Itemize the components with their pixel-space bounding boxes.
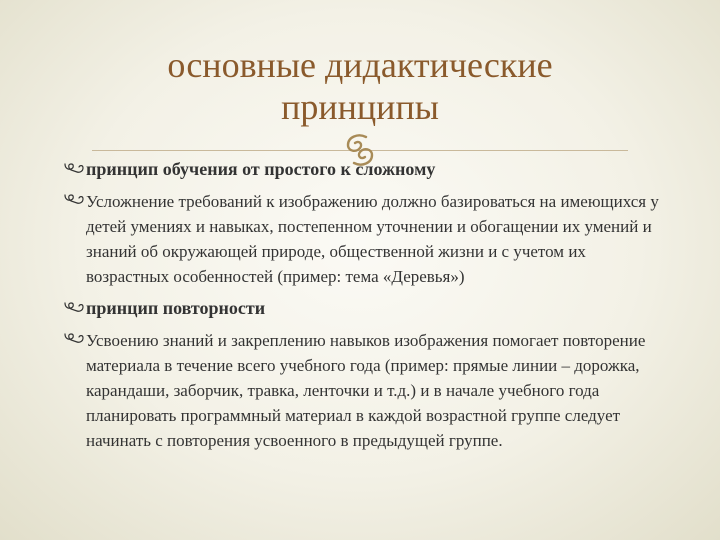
body-text: Усвоению знаний и закреплению навыков изображения помогает повторение материала в течение всего учебного года (пример: прямые линии – дорожка, карандаши, заборчик, травка, ленточки и т.д.) и в начале учебного года планировать программный материал в каждой возрастной группе следует начинать с повторения усвоенного в предыдущей группе. bbox=[86, 331, 646, 450]
heading-text: принцип повторности bbox=[86, 298, 266, 318]
list-item bbox=[62, 189, 662, 289]
slide-title: основные дидактические принципы bbox=[167, 45, 553, 127]
heading-text: принцип обучения от простого к сложному bbox=[86, 159, 436, 179]
list-item bbox=[62, 297, 662, 320]
flourish-bullet-icon bbox=[62, 300, 86, 314]
list-item bbox=[62, 158, 662, 181]
content-list bbox=[62, 158, 662, 461]
body-text: Усложнение требований к изображению должно базироваться на имеющихся у детей умениях и навыках, постепенном уточнении и обогащении их умений и знаний об окружающей природе, общественной жизни и с учетом их возрастных особенностей (пример: тема «Деревья») bbox=[86, 192, 659, 286]
flourish-bullet-icon bbox=[62, 192, 86, 206]
list-item bbox=[62, 328, 662, 453]
flourish-bullet-icon bbox=[62, 331, 86, 345]
flourish-bullet-icon bbox=[62, 161, 86, 175]
